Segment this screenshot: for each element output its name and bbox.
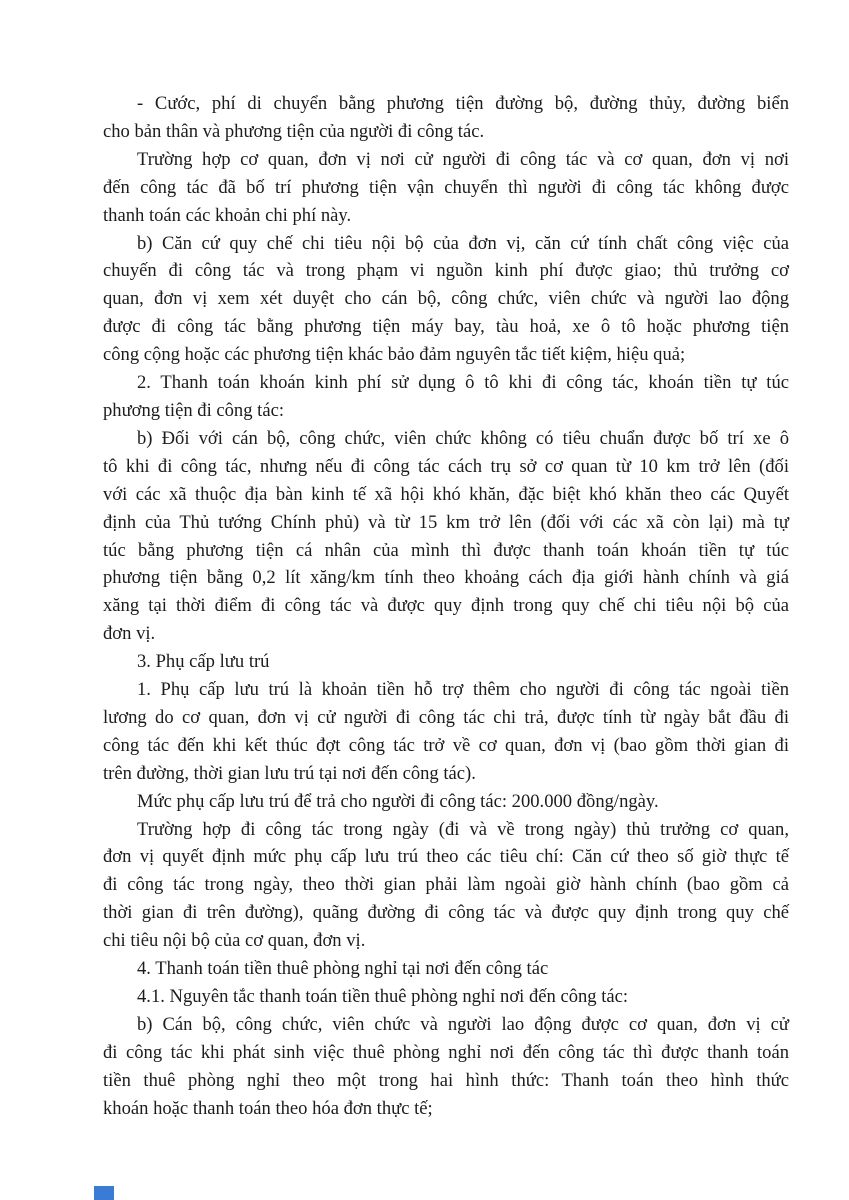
text-line: công tác đến khi kết thúc đợt công tác trở về cơ quan, đơn vị (bao gồm thời gian đi: [103, 734, 789, 756]
text-line: thanh toán các khoản chi phí này.: [103, 204, 352, 226]
text-line: phương tiện bằng 0,2 lít xăng/km tính theo khoảng cách địa giới hành chính và giá: [103, 567, 789, 589]
text-line: tiền thuê phòng nghỉ theo một trong hai hình thức: Thanh toán theo hình thức: [103, 1069, 789, 1091]
text-line: 4. Thanh toán tiền thuê phòng nghỉ tại nơi đến công tác: [137, 958, 549, 980]
text-line: được đi công tác bằng phương tiện máy bay, tàu hoả, xe ô tô hoặc phương tiện: [103, 316, 789, 338]
text-line: thời gian đi trên đường), quãng đường đi công tác và được quy định trong quy chế: [103, 902, 789, 924]
text-line: định của Thủ tướng Chính phủ) và từ 15 km trở lên (đối với các xã còn lại) mà tự: [103, 511, 789, 533]
text-line: đi công tác trong ngày, theo thời gian phải làm ngoài giờ hành chính (bao gồm cả: [103, 874, 789, 896]
text-line: tô khi đi công tác, nhưng nếu đi công tác cách trụ sở cơ quan từ 10 km trở lên (đối: [103, 455, 789, 477]
text-line: 3. Phụ cấp lưu trú: [137, 651, 270, 673]
text-line: chuyến đi công tác và trong phạm vi nguồn kinh phí được giao; thủ trưởng cơ: [103, 260, 789, 282]
text-line: 4.1. Nguyên tắc thanh toán tiền thuê phòng nghỉ nơi đến công tác:: [137, 986, 629, 1007]
text-line: đi công tác khi phát sinh việc thuê phòng nghỉ nơi đến công tác thì được thanh toán: [103, 1041, 789, 1063]
text-line: với các xã thuộc địa bàn kinh tế xã hội khó khăn, đặc biệt khó khăn theo các Quyết: [103, 483, 789, 505]
blue-square-marker: [94, 1186, 114, 1200]
text-line: túc bằng phương tiện cá nhân của mình thì được thanh toán khoán tiền tự túc: [103, 539, 789, 561]
text-line: Trường hợp cơ quan, đơn vị nơi cử người đi công tác và cơ quan, đơn vị nơi: [137, 148, 789, 170]
text-line: xăng tại thời điểm đi công tác và được quy định trong quy chế chi tiêu nội bộ của: [103, 595, 789, 617]
text-line: - Cước, phí di chuyển bằng phương tiện đường bộ, đường thủy, đường biển: [137, 93, 789, 114]
text-line: công cộng hoặc các phương tiện khác bảo đảm nguyên tắc tiết kiệm, hiệu quả;: [103, 344, 686, 366]
text-line: phương tiện đi công tác:: [103, 399, 285, 421]
text-line: b) Cán bộ, công chức, viên chức và người lao động được cơ quan, đơn vị cử: [137, 1013, 789, 1035]
text-line: Mức phụ cấp lưu trú để trả cho người đi công tác: 200.000 đồng/ngày.: [137, 790, 659, 812]
text-line: đơn vị.: [103, 623, 156, 645]
text-line: 1. Phụ cấp lưu trú là khoản tiền hỗ trợ thêm cho người đi công tác ngoài tiền: [137, 679, 789, 701]
document-body: [103, 90, 789, 1123]
text-line: b) Căn cứ quy chế chi tiêu nội bộ của đơn vị, căn cứ tính chất công việc của: [137, 232, 789, 254]
text-line: b) Đối với cán bộ, công chức, viên chức không có tiêu chuẩn được bố trí xe ô: [137, 427, 789, 449]
text-line: cho bản thân và phương tiện của người đi công tác.: [103, 120, 485, 142]
text-line: Trường hợp đi công tác trong ngày (đi và về trong ngày) thủ trưởng cơ quan,: [137, 818, 789, 840]
text-line: đến công tác đã bố trí phương tiện vận chuyển thì người đi công tác không được: [103, 176, 789, 198]
text-line: đơn vị quyết định mức phụ cấp lưu trú theo các tiêu chí: Căn cứ theo số giờ thực tế: [103, 846, 789, 868]
text-line: 2. Thanh toán khoán kinh phí sử dụng ô tô khi đi công tác, khoán tiền tự túc: [137, 372, 789, 394]
text-line: quan, đơn vị xem xét duyệt cho cán bộ, công chức, viên chức và người lao động: [103, 288, 789, 310]
text-line: khoán hoặc thanh toán theo hóa đơn thực tế;: [103, 1097, 433, 1119]
text-line: lương do cơ quan, đơn vị cử người đi công tác chi trả, được tính từ ngày bắt đầu đi: [103, 706, 789, 728]
text-line: chi tiêu nội bộ của cơ quan, đơn vị.: [103, 930, 366, 952]
text-line: trên đường, thời gian lưu trú tại nơi đến công tác).: [103, 762, 476, 784]
